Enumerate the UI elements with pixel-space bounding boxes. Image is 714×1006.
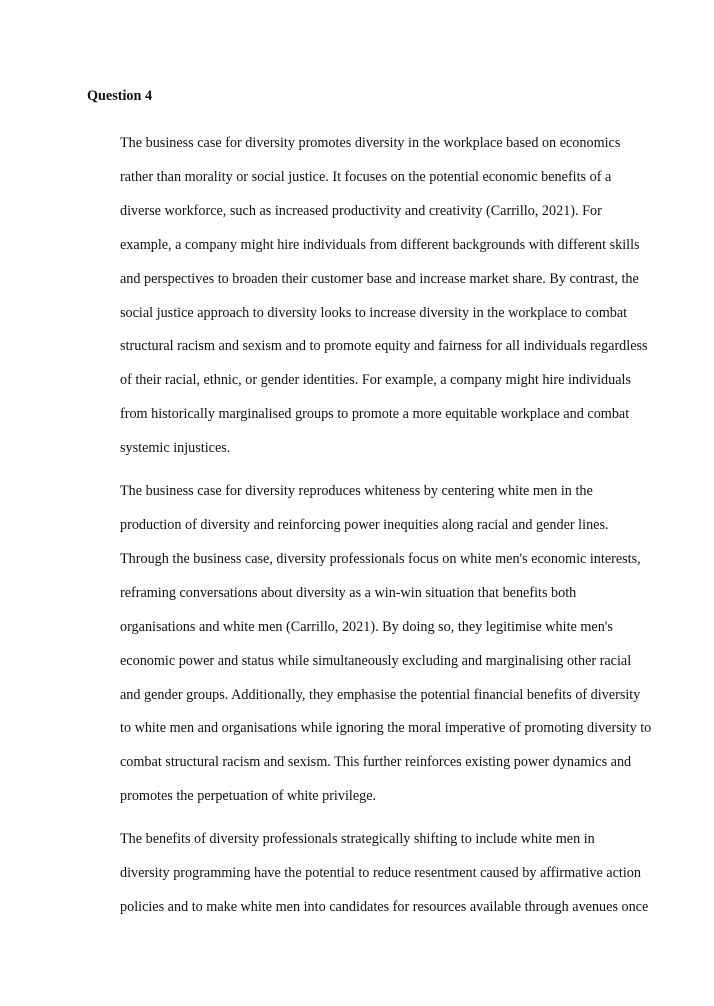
text-line: production of diversity and reinforcing power inequities along racial and gender lines. — [120, 516, 609, 533]
paragraph-3 — [87, 823, 649, 925]
paragraph-2 — [87, 475, 652, 814]
paragraph-1 — [87, 127, 648, 466]
text-line: to white men and organisations while ignoring the moral imperative of promoting diversity to — [120, 720, 652, 737]
document-body — [87, 86, 652, 934]
text-line: from historically marginalised groups to promote a more equitable workplace and combat — [120, 406, 630, 423]
text-line: diverse workforce, such as increased productivity and creativity (Carrillo, 2021). For — [120, 202, 602, 219]
text-line: reframing conversations about diversity as a win-win situation that benefits both — [120, 584, 577, 601]
text-line: and perspectives to broaden their customer base and increase market share. By contrast, the — [120, 270, 639, 287]
text-line: example, a company might hire individuals from different backgrounds with different skills — [120, 236, 640, 253]
text-line: policies and to make white men into candidates for resources available through avenues once — [120, 898, 649, 915]
text-line: and gender groups. Additionally, they emphasise the potential financial benefits of diversity — [120, 686, 641, 703]
text-line: rather than morality or social justice. It focuses on the potential economic benefits of a — [120, 168, 612, 185]
text-line: The benefits of diversity professionals strategically shifting to include white men in — [120, 831, 595, 848]
text-line: Through the business case, diversity professionals focus on white men's economic interests, — [120, 550, 641, 567]
text-line: organisations and white men (Carrillo, 2021). By doing so, they legitimise white men's — [120, 618, 613, 635]
text-line: diversity programming have the potential to reduce resentment caused by affirmative action — [120, 865, 641, 882]
text-line: of their racial, ethnic, or gender identities. For example, a company might hire individuals — [120, 372, 631, 389]
text-line: promotes the perpetuation of white privilege. — [120, 788, 377, 805]
text-line: systemic injustices. — [120, 440, 231, 457]
text-line: The business case for diversity reproduces whiteness by centering white men in the — [120, 483, 593, 500]
question-heading: Question 4 — [87, 88, 153, 104]
text-line: economic power and status while simultaneously excluding and marginalising other racial — [120, 652, 632, 669]
text-line: structural racism and sexism and to promote equity and fairness for all individuals regardless — [120, 338, 648, 355]
text-line: The business case for diversity promotes diversity in the workplace based on economics — [120, 135, 621, 151]
text-line: social justice approach to diversity looks to increase diversity in the workplace to combat — [120, 304, 628, 321]
text-line: combat structural racism and sexism. This further reinforces existing power dynamics and — [120, 754, 632, 771]
